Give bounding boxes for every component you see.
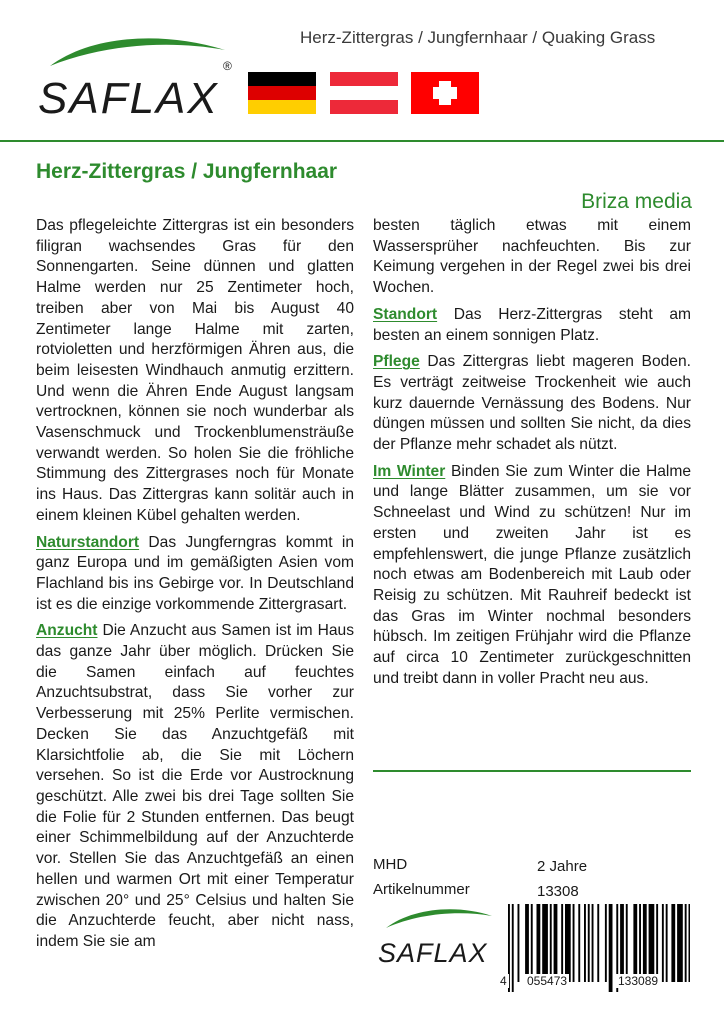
article-number-value: 13308	[537, 883, 579, 900]
barcode-bar	[578, 904, 580, 982]
germany-flag	[248, 72, 316, 114]
barcode-bar	[512, 904, 514, 992]
pflege-heading: Pflege	[373, 353, 420, 371]
anzucht-heading: Anzucht	[36, 622, 98, 640]
barcode-bar	[592, 904, 594, 982]
austria-flag	[330, 72, 398, 114]
barcode-bar	[542, 904, 548, 982]
barcode-bar	[561, 904, 563, 982]
barcode-bar	[588, 904, 590, 982]
barcode-bar	[597, 904, 599, 982]
barcode-bar	[671, 904, 675, 982]
header-divider	[0, 140, 724, 142]
barcode-bar	[573, 904, 575, 982]
saflax-logo	[30, 28, 240, 123]
pflege-paragraph	[373, 352, 691, 456]
barcode-bar	[666, 904, 668, 982]
barcode-bar	[662, 904, 664, 982]
continuation-paragraph: besten täglich etwas mit einem Wassersprüher nachfeuchten. Bis zur Keimung vergehen in der Regel zwei bis drei Wochen.	[373, 217, 691, 297]
barcode-bar	[550, 904, 552, 982]
barcode-bar	[554, 904, 558, 982]
standort-paragraph	[373, 305, 691, 346]
right-column	[373, 216, 691, 695]
naturstandort-text: Das Jungferngras kommt in ganz Europa und im gemäßigten Asien vom Flachland bis ins Gebirge vor. In Deutschland ist es die einzige vorkommende Zittergrasart.	[36, 533, 354, 613]
barcode-bar	[626, 904, 628, 982]
barcode-bar	[537, 904, 541, 982]
barcode-bar	[639, 904, 641, 982]
barcode-bar	[685, 904, 687, 982]
barcode-bar	[518, 904, 520, 982]
barcode-bar	[609, 904, 613, 992]
barcode-bar	[656, 904, 658, 982]
barcode-bar	[525, 904, 529, 982]
product-title: Herz-Zittergras / Jungfernhaar	[36, 160, 338, 183]
barcode-bar	[565, 904, 571, 982]
barcode-bar	[643, 904, 647, 982]
winter-paragraph	[373, 462, 691, 690]
right-column-divider	[373, 770, 691, 772]
mhd-value: 2 Jahre	[537, 858, 588, 875]
header-subtitle: Herz-Zittergras / Jungfernhaar / Quaking Grass	[300, 28, 656, 47]
anzucht-paragraph	[36, 621, 354, 952]
naturstandort-paragraph	[36, 533, 354, 616]
pflege-text: Das Zittergras liebt mageren Boden. Es verträgt zeitweise Trockenheit wie auch kurz dauernde Vernässung des Bodens. Nur düngen müssen und sollten Sie nicht, da dies der Pflanze mehr schadet als nützt.	[373, 353, 691, 454]
barcode-first-digit: 4	[500, 974, 507, 988]
barcode-bar	[677, 904, 683, 982]
barcode-bar	[531, 904, 533, 982]
barcode-left-digits: 055473	[527, 974, 568, 988]
registered-mark: ®	[223, 59, 232, 73]
brand-name: SAFLAX	[38, 74, 219, 123]
saflax-logo-small	[372, 900, 498, 970]
barcode-bar	[689, 904, 691, 982]
winter-heading: Im Winter	[373, 462, 446, 480]
brand-name-small: SAFLAX	[378, 938, 488, 968]
standort-heading: Standort	[373, 305, 438, 323]
barcode-bar	[620, 904, 624, 982]
switzerland-flag	[411, 72, 479, 114]
barcode-bar	[649, 904, 655, 982]
barcode-bar	[605, 904, 607, 982]
mhd-label: MHD	[373, 856, 408, 873]
barcode-bar	[633, 904, 637, 982]
naturstandort-heading: Naturstandort	[36, 533, 140, 551]
latin-name: Briza media	[581, 190, 692, 213]
barcode-bar	[584, 904, 586, 982]
anzucht-text: Die Anzucht aus Samen ist im Haus das ganze Jahr über möglich. Drücken Sie die Samen einfach auf feuchtes Anzuchtsubstrat, dass Sie vorher zur Verbesserung mit 25% Perlite vermischen. Decken Sie das Anzuchtgefäß mit Klarsichtfolie ab, die Sie mit Löchern versehen. So ist die Erde vor Austrocknung geschützt. Alle zwei bis drei Tage sollten Sie die Folie für 2 Stunden entfernen. Das beugt einer Schimmelbildung auf der Anzuchterde vor. Stellen Sie das Anzuchtgefäß an einen hellen und warmen Ort mit einer Temperatur zwischen 20° und 25° Celsius und halten Sie die Anzuchterde feucht, aber nicht nass, indem Sie sie am	[36, 622, 354, 950]
winter-text: Binden Sie zum Winter die Halme und lange Blätter zusammen, um sie vor Schneelast und Wind zu schützen! Nur im ersten und zweiten Jahr ist es empfehlenswert, die junge Pflanze zusätzlich noch etwas am Bodenbereich mit Laub oder Reisig zu schützen. Mit Rauhreif bedeckt ist das Gras im Winter nochmal besonders hübsch. Im zeitigen Frühjahr wird die Pflanze auf circa 10 Zentimeter zurückgeschnitten und treibt dann in voller Pracht neu aus.	[373, 462, 692, 687]
barcode-right-digits: 133089	[618, 974, 659, 988]
article-number-label: Artikelnummer	[373, 881, 470, 898]
intro-paragraph: Das pflegeleichte Zittergras ist ein besonders filigran wachsendes Gras für den Sonnengarten. Seine dünnen und glatten Halme werden nur 25 Zentimeter hoch, treiben aber von Mai bis August 40 Zentimeter lange Halme mit zarten, rotvioletten und herzförmigen Ähren aus, die beim leisesten Windhauch anmutig erzittern. Und wenn die Ähren Ende August langsam vertrocknen, können sie noch wunderbar als Vasenschmuck und Trockenblumensträuße verwandt werden. So holen Sie die fröhliche Stimmung des Zittergrases noch für Monate ins Haus. Das Zittergras kann solitär auch in einem kleinen Kübel gehalten werden.	[36, 217, 354, 524]
standort-text: Das Herz-Zittergras steht am besten an einem sonnigen Platz.	[373, 305, 691, 344]
left-column	[36, 216, 354, 959]
